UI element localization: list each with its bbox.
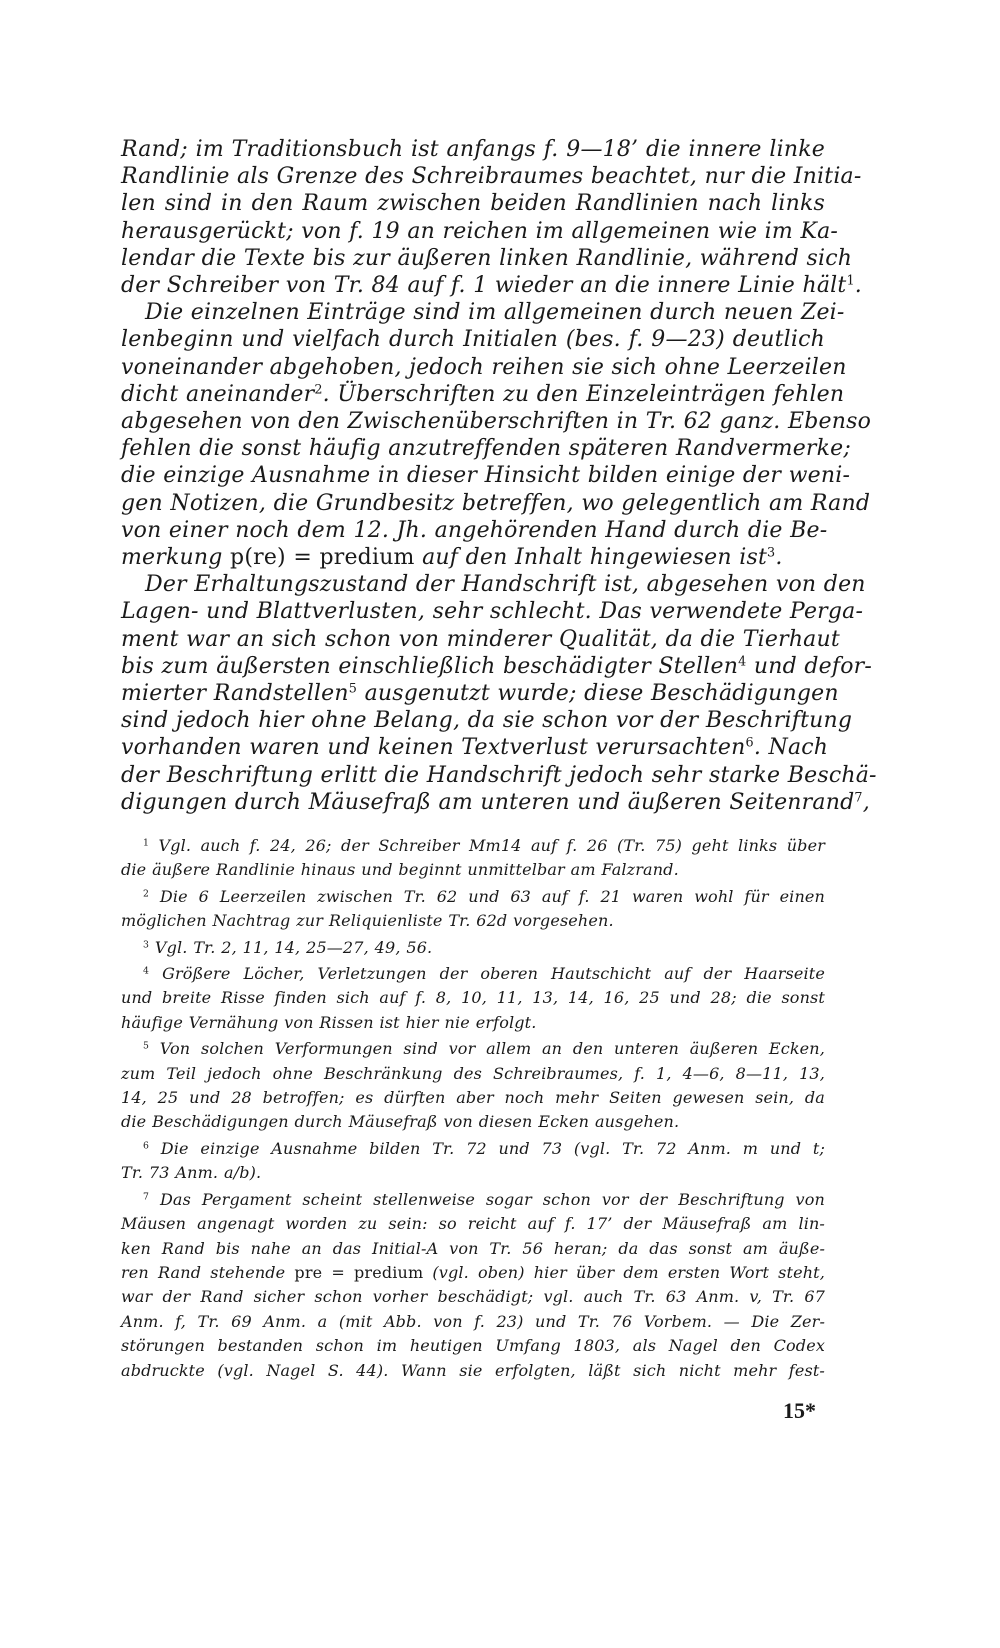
text-line bbox=[121, 190, 825, 217]
abbreviation-text: pre = predium bbox=[294, 1262, 424, 1282]
footnote-line bbox=[121, 1310, 825, 1334]
text-line bbox=[121, 136, 825, 163]
line-text: 14, 25 und 28 betroffen; es dürften aber noch mehr Seiten gewesen sein, da bbox=[121, 1088, 825, 1108]
line-text: Tr. 73 Anm. a/b). bbox=[121, 1163, 262, 1183]
line-text: mierter Randstellen bbox=[121, 681, 349, 707]
line-text: Die einzelnen Einträge sind im allgemeinen durch neuen Zei- bbox=[145, 300, 845, 326]
footnote-reference: 3 bbox=[767, 545, 776, 561]
text-line bbox=[121, 490, 871, 517]
footnote-line bbox=[121, 1334, 825, 1358]
line-text: Rand; im Traditionsbuch ist anfangs f. 9—18’ die innere linke bbox=[121, 137, 825, 162]
text-line bbox=[121, 517, 828, 544]
line-text: Vgl. auch f. 24, 26; der Schreiber Mm14 auf f. 26 (Tr. 75) geht links über bbox=[158, 836, 825, 855]
line-text: merkung bbox=[121, 545, 231, 571]
footnote-reference: 1 bbox=[846, 273, 855, 289]
line-text: störungen bestanden schon im heutigen Umfang 1803, als Nagel den Codex bbox=[121, 1336, 825, 1356]
text-line bbox=[121, 326, 825, 353]
line-text: Der Erhaltungszustand der Handschrift ist, abgesehen von den bbox=[145, 572, 866, 598]
line-text: ken Rand bis nahe an das Initial-A von Tr. 56 heran; da das sonst am äuße- bbox=[121, 1238, 825, 1258]
line-text: zum Teil jedoch ohne Beschränkung des Schreibraumes, f. 1, 4—6, 8—11, 13, bbox=[121, 1063, 825, 1083]
line-text-continued: , bbox=[862, 789, 870, 815]
line-text-continued: (vgl. oben) hier über dem ersten Wort steht, bbox=[423, 1262, 825, 1282]
line-text: von einer noch dem 12. Jh. angehörenden Hand durch die Be- bbox=[121, 517, 828, 543]
line-text: sind jedoch hier ohne Belang, da sie schon vor der Beschriftung bbox=[121, 708, 853, 734]
text-line bbox=[121, 245, 853, 272]
footnote-line bbox=[121, 885, 825, 909]
footnote-line bbox=[121, 1261, 825, 1285]
line-text: lendar die Texte bis zur äußeren linken Randlinie, während sich bbox=[121, 245, 853, 271]
footnote-line bbox=[121, 1285, 825, 1309]
footnote-line bbox=[121, 1188, 825, 1212]
line-text: lenbeginn und vielfach durch Initialen (bes. f. 9—23) deutlich bbox=[121, 327, 825, 353]
text-line bbox=[121, 462, 851, 489]
text-line bbox=[121, 571, 866, 598]
footnote-marker: 4 bbox=[143, 965, 150, 977]
footnote-marker: 3 bbox=[143, 939, 150, 951]
footnote-line bbox=[121, 986, 825, 1010]
line-text: Von solchen Verformungen sind vor allem an den unteren äußeren Ecken, bbox=[159, 1039, 825, 1059]
line-text: die äußere Randlinie hinaus und beginnt unmittelbar am Falzrand. bbox=[121, 860, 679, 880]
line-text: und breite Risse finden sich auf f. 8, 10, 11, 13, 14, 16, 25 und 28; die sonst bbox=[121, 988, 825, 1008]
text-line bbox=[121, 544, 825, 571]
line-text-continued: . Nach bbox=[753, 735, 829, 761]
text-line bbox=[121, 299, 845, 326]
footnote-line bbox=[121, 1137, 825, 1161]
text-line bbox=[121, 707, 853, 734]
line-text-continued: . bbox=[854, 273, 862, 299]
footnote-line bbox=[121, 936, 825, 960]
line-text: bis zum äußersten einschließlich beschädigter Stellen bbox=[121, 653, 739, 679]
text-line bbox=[121, 272, 862, 299]
abbreviation-text: p(re) = predium bbox=[230, 545, 415, 571]
line-text: Größere Löcher, Verletzungen der oberen Hautschicht auf der Haarseite bbox=[162, 964, 825, 984]
line-text: Lagen- und Blattverlusten, sehr schlecht. Das verwendete Perga- bbox=[121, 599, 864, 625]
footnote-line bbox=[121, 1212, 825, 1236]
text-line bbox=[121, 626, 840, 653]
line-text: möglichen Nachtrag zur Reliquienliste Tr. 62d vorgesehen. bbox=[121, 911, 614, 931]
footnote-line bbox=[121, 962, 825, 986]
line-text: len sind in den Raum zwischen beiden Randlinien nach links bbox=[121, 191, 825, 217]
line-text: abgesehen von den Zwischenüberschriften in Tr. 62 ganz. Ebenso bbox=[121, 409, 872, 435]
line-text: der Schreiber von Tr. 84 auf f. 1 wieder an die innere Linie hält bbox=[121, 273, 847, 299]
text-line bbox=[121, 408, 872, 435]
footnotes bbox=[121, 834, 825, 1383]
text-line bbox=[121, 680, 839, 707]
footnote-reference: 7 bbox=[854, 790, 863, 806]
footnote-marker: 7 bbox=[143, 1191, 150, 1203]
text-line bbox=[121, 653, 873, 680]
line-text-continued: . Überschriften zu den Einzeleinträgen fehlen bbox=[322, 381, 845, 407]
text-line bbox=[121, 598, 864, 625]
line-text: abdruckte (vgl. Nagel S. 44). Wann sie erfolgten, läßt sich nicht mehr fest- bbox=[121, 1360, 825, 1380]
line-text: Anm. f, Tr. 69 Anm. a (mit Abb. von f. 23) und Tr. 76 Vorbem. — Die Zer- bbox=[121, 1311, 825, 1331]
line-text: Das Pergament scheint stellenweise sogar schon vor der Beschriftung von bbox=[159, 1189, 825, 1209]
footnote-line bbox=[121, 1110, 825, 1134]
line-text: fehlen die sonst häufig anzutreffenden späteren Randvermerke; bbox=[121, 436, 851, 462]
line-text: herausgerückt; von f. 19 an reichen im allgemeinen wie im Ka- bbox=[121, 218, 839, 244]
footnote-line bbox=[121, 858, 825, 882]
footnote-marker: 1 bbox=[143, 837, 150, 849]
line-text: digungen durch Mäusefraß am unteren und äußeren Seitenrand bbox=[121, 789, 855, 815]
footnote-reference: 2 bbox=[314, 382, 323, 398]
footnote-line bbox=[121, 1237, 825, 1261]
line-text: gen Notizen, die Grundbesitz betreffen, wo gelegentlich am Rand bbox=[121, 490, 871, 516]
text-line bbox=[121, 762, 877, 789]
line-text: die einzige Ausnahme in dieser Hinsicht bilden einige der weni- bbox=[121, 463, 851, 489]
line-text: Randlinie als Grenze des Schreibraumes beachtet, nur die Initia- bbox=[121, 164, 862, 190]
line-text: Vgl. Tr. 2, 11, 14, 25—27, 49, 56. bbox=[154, 937, 433, 957]
footnote-reference: 4 bbox=[738, 654, 747, 670]
page-number: 15* bbox=[783, 1398, 816, 1423]
line-text: die Beschädigungen durch Mäusefraß von diesen Ecken ausgehen. bbox=[121, 1112, 680, 1132]
line-text: ment war an sich schon von minderer Qualität, da die Tierhaut bbox=[121, 626, 840, 652]
footnote-line bbox=[121, 1086, 825, 1110]
line-text-continued: ausgenutzt wurde; diese Beschädigungen bbox=[357, 681, 839, 707]
line-text: Die 6 Leerzeilen zwischen Tr. 62 und 63 auf f. 21 waren wohl für einen bbox=[159, 886, 825, 906]
footnote-line bbox=[121, 1161, 825, 1185]
line-text: vorhanden waren und keinen Textverlust verursachten bbox=[121, 735, 746, 761]
footnote-line bbox=[121, 1062, 825, 1086]
text-line bbox=[121, 218, 839, 245]
footnote-line bbox=[121, 834, 825, 858]
text-line bbox=[121, 354, 847, 381]
text-line bbox=[121, 789, 870, 816]
footnote-line bbox=[121, 909, 825, 933]
footnote-line bbox=[121, 1037, 825, 1061]
line-text: der Beschriftung erlitt die Handschrift jedoch sehr starke Beschä- bbox=[121, 762, 877, 788]
footnote-marker: 6 bbox=[143, 1140, 150, 1152]
line-text: Die einzige Ausnahme bilden Tr. 72 und 73 (vgl. Tr. 72 Anm. m und t; bbox=[160, 1138, 825, 1158]
text-line bbox=[121, 734, 829, 761]
line-text-continued: und defor- bbox=[746, 653, 873, 679]
footnote-marker: 5 bbox=[143, 1040, 150, 1052]
line-text: Mäusen angenagt worden zu sein: so reicht auf f. 17’ der Mäusefraß am lin- bbox=[121, 1214, 825, 1234]
text-line bbox=[121, 381, 845, 408]
footnote-reference: 5 bbox=[348, 681, 358, 697]
text-line bbox=[121, 435, 851, 462]
footnote-line bbox=[121, 1011, 825, 1035]
line-text: voneinander abgehoben, jedoch reihen sie sich ohne Leerzeilen bbox=[121, 354, 847, 380]
line-text: war der Rand sicher schon vorher beschädigt; vgl. auch Tr. 63 Anm. v, Tr. 67 bbox=[121, 1287, 825, 1307]
text-line bbox=[121, 163, 862, 190]
main-text bbox=[121, 136, 877, 816]
line-text: dicht aneinander bbox=[121, 381, 315, 407]
line-text-continued: auf den Inhalt hingewiesen ist bbox=[414, 545, 768, 571]
line-text: häufige Vernähung von Rissen ist hier nie erfolgt. bbox=[121, 1012, 537, 1032]
line-text-end: . bbox=[775, 545, 783, 571]
line-text: ren Rand stehende bbox=[121, 1262, 295, 1282]
footnote-line bbox=[121, 1359, 825, 1383]
footnote-marker: 2 bbox=[143, 888, 150, 900]
footnote-reference: 6 bbox=[745, 735, 754, 751]
